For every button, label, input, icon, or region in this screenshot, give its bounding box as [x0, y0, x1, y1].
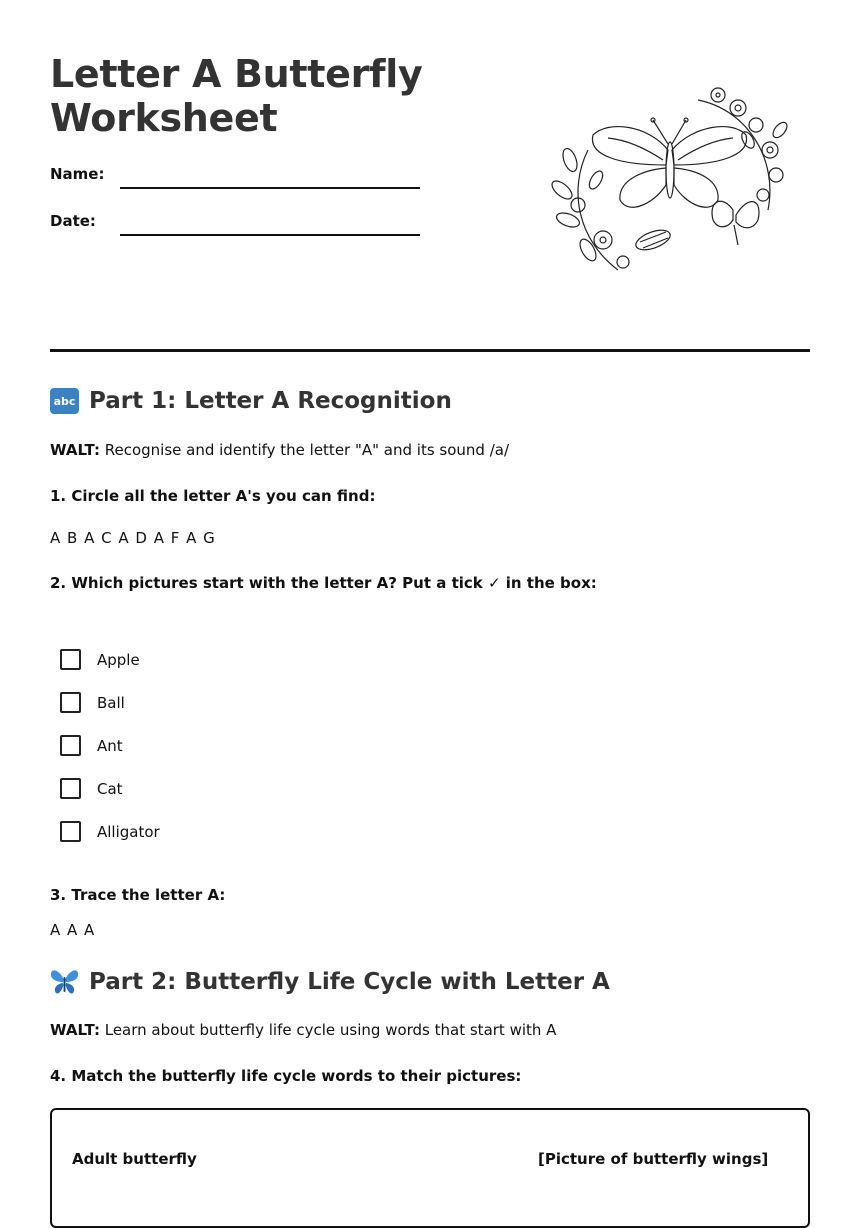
part1-heading	[50, 388, 452, 414]
matching-box	[50, 1108, 810, 1228]
butterfly-icon	[50, 968, 79, 996]
list-item[interactable]	[60, 810, 160, 853]
title-line-1: Letter A Butterfly	[50, 52, 423, 96]
section-divider	[50, 349, 810, 352]
name-line[interactable]	[120, 187, 420, 189]
option-label: Alligator	[97, 822, 160, 841]
match-word[interactable]: Adult butterfly	[72, 1150, 197, 1168]
letter-sequence: A B A C A D A F A G	[50, 529, 216, 547]
butterfly-wreath-illustration	[548, 80, 793, 280]
name-label: Name:	[50, 165, 105, 183]
date-line[interactable]	[120, 234, 420, 236]
walt-text: Recognise and identify the letter "A" and its sound /a/	[99, 441, 510, 459]
match-picture[interactable]: [Picture of butterfly wings]	[538, 1150, 769, 1168]
checkbox[interactable]	[60, 821, 81, 842]
option-label: Apple	[97, 650, 140, 669]
checkbox[interactable]	[60, 649, 81, 670]
trace-letters: A A A	[50, 921, 96, 939]
part2-heading	[50, 968, 610, 996]
list-item[interactable]	[60, 767, 160, 810]
walt-label: WALT:	[50, 1021, 100, 1039]
abc-icon: abc	[50, 388, 79, 414]
walt-text: Learn about butterfly life cycle using words that start with A	[99, 1021, 557, 1039]
question-4: 4. Match the butterfly life cycle words to their pictures:	[50, 1067, 522, 1085]
part1-heading-text: Part 1: Letter A Recognition	[89, 388, 452, 414]
question-1: 1. Circle all the letter A's you can find:	[50, 487, 376, 505]
part2-walt	[50, 1021, 556, 1039]
list-item[interactable]	[60, 638, 160, 681]
part1-walt	[50, 441, 509, 459]
checkbox[interactable]	[60, 778, 81, 799]
list-item[interactable]	[60, 681, 160, 724]
checkbox[interactable]	[60, 692, 81, 713]
date-label: Date:	[50, 212, 96, 230]
checkbox[interactable]	[60, 735, 81, 756]
option-label: Ball	[97, 693, 125, 712]
picture-checklist	[60, 638, 160, 853]
worksheet-title	[50, 52, 423, 140]
part2-heading-text: Part 2: Butterfly Life Cycle with Letter A	[89, 969, 610, 995]
title-line-2: Worksheet	[50, 96, 278, 140]
question-3: 3. Trace the letter A:	[50, 886, 226, 904]
question-2: 2. Which pictures start with the letter A? Put a tick ✓ in the box:	[50, 574, 597, 592]
list-item[interactable]	[60, 724, 160, 767]
option-label: Cat	[97, 779, 123, 798]
walt-label: WALT:	[50, 441, 100, 459]
option-label: Ant	[97, 736, 123, 755]
